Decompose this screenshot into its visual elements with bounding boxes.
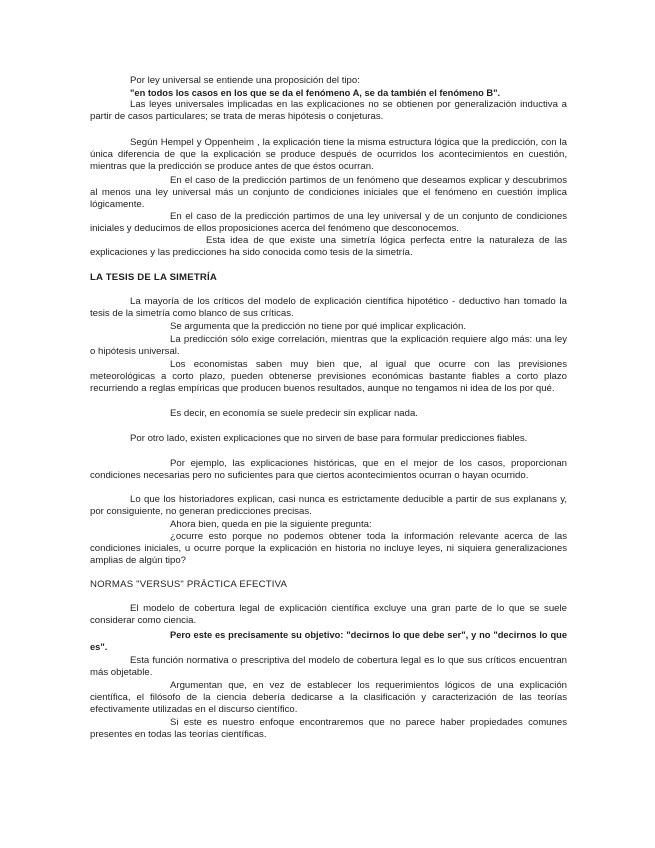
paragraph-economists: Los economistas saben muy bien que, al igual que ocurre con las previsiones meteorológicas a corto plazo, pueden obtenerse previsiones económicas bastante fiables a corto plazo recurriendo a reglas empíricas que producen buenos resultados, aunque no tengamos ni idea de los por qué. — [90, 359, 567, 394]
paragraph-question: ¿ocurre esto porque no podemos obtener toda la información relevante acerca de las condiciones iniciales, u ocurre porque la explicación en historia no incluye leyes, ni siquiera generalizaciones amplias de algún tipo? — [90, 531, 567, 566]
paragraph-historical-explanations: Por ejemplo, las explicaciones históricas, que en el mejor de los casos, proporcionan condiciones necesarias pero no suficientes para que ciertos acontecimientos ocurran o hayan ocurrido. — [90, 458, 567, 481]
paragraph-economics-prediction: Es decir, en economía se suele predecir sin explicar nada. — [170, 408, 418, 419]
paragraph-common-properties: Si este es nuestro enfoque encontraremos que no parece haber propiedades comunes presentes en todas las teorías científicas. — [90, 717, 567, 740]
paragraph-explanations-not-predictive: Por otro lado, existen explicaciones que no sirven de base para formular predicciones fiables. — [130, 433, 528, 444]
heading-symmetry-thesis: LA TESIS DE LA SIMETRÍA — [90, 272, 218, 283]
paragraph-critics: La mayoría de los críticos del modelo de explicación científica hipotético - deductivo han tomado la tesis de la simetría como blanco de sus críticas. — [90, 296, 567, 319]
quote-universal-law: "en todos los casos en los que se da el fenómeno A, se da también el fenómeno B". — [130, 88, 501, 98]
paragraph-historians: Lo que los historiadores explican, casi nunca es estrictamente deducible a partir de sus explanans y, por consiguiente, no generan predicciones precisas. — [90, 494, 567, 517]
paragraph-coverage-model: El modelo de cobertura legal de explicación científica excluye una gran parte de lo que se suele considerar como ciencia. — [90, 603, 567, 626]
paragraph-universal-laws: Las leyes universales implicadas en las explicaciones no se obtienen por generalización inductiva a partir de casos particulares; se trata de meras hipótesis o conjeturas. — [90, 99, 567, 122]
paragraph-objective: Pero este es precisamente su objetivo: "decirnos lo que debe ser", y no "decirnos lo que es". — [90, 630, 567, 652]
paragraph-universal-law-intro: Por ley universal se entiende una proposición del tipo: — [130, 75, 360, 86]
paragraph-normative-function: Esta función normativa o prescriptiva del modelo de cobertura legal es lo que sus críticos encuentran más objetable. — [90, 655, 567, 678]
heading-norms-versus-practice: NORMAS "VERSUS" PRÁCTICA EFECTIVA — [90, 579, 288, 590]
paragraph-correlation: La predicción sólo exige correlación, mientras que la explicación requiere algo más: una ley o hipótesis universal. — [90, 334, 567, 357]
paragraph-symmetry-idea: Esta idea de que existe una simetría lógica perfecta entre la naturaleza de las explicaciones y las predicciones ha sido conocida como tesis de la simetría. — [90, 235, 567, 258]
paragraph-argument: Se argumenta que la predicción no tiene por qué implicar explicación. — [170, 321, 466, 332]
paragraph-philosopher-task: Argumentan que, en vez de establecer los requerimientos lógicos de una explicación científica, el filósofo de la ciencia debería dedicarse a la clasificación y caracterización de las teorías efectivamente utilizadas en el discurso científico. — [90, 680, 567, 715]
paragraph-question-intro: Ahora bien, queda en pie la siguiente pregunta: — [170, 519, 372, 530]
paragraph-prediction-case-2: En el caso de la predicción partimos de una ley universal y de un conjunto de condiciones iniciales y deducimos de ellos proposiciones acerca del fenómeno que desconocemos. — [90, 211, 567, 234]
paragraph-prediction-case-1: En el caso de la predicción partimos de un fenómeno que deseamos explicar y descubrimos al menos una ley universal más un conjunto de condiciones iniciales que el fenómeno en cuestión implica lógicamente. — [90, 175, 567, 210]
paragraph-hempel-oppenheim: Según Hempel y Oppenheim , la explicación tiene la misma estructura lógica que la predicción, con la única diferencia de que la explicación se produce después de ocurridos los acontecimientos en cuestión, mientras que la predicción se produce antes de que éstos ocurran. — [90, 137, 567, 172]
